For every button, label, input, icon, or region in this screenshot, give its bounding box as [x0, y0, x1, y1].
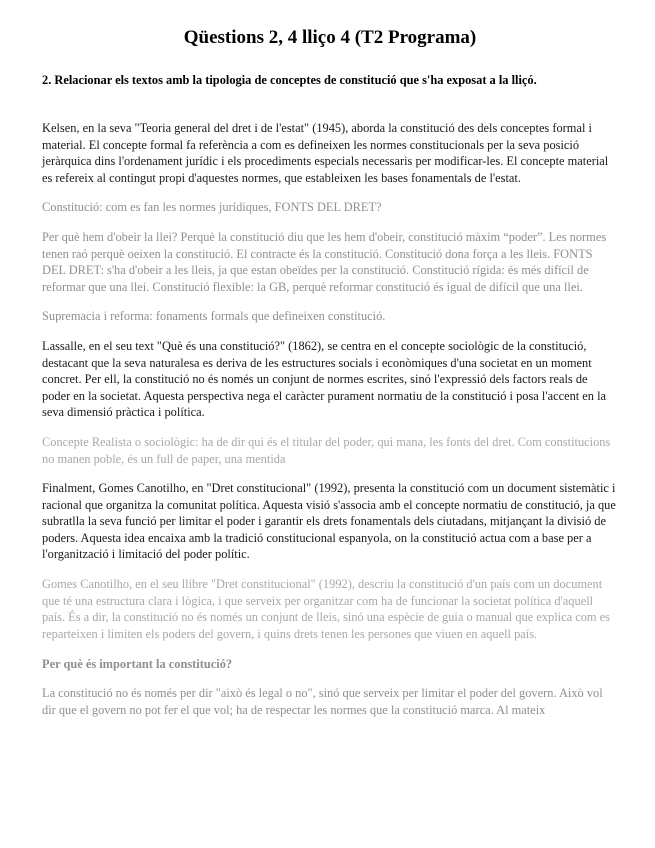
paragraph-kelsen: Kelsen, en la seva "Teoria general del dret i de l'estat" (1945), aborda la constitució des dels conceptes formal i material. El concepte formal fa referència a com es defineixen les normes constitucionals per la seva posició jeràrquica dins l'ordenament jurídic i els procediments especials necessaris per modificar-les. El concepte material es refereix al contingut propi d'aquestes normes, que estableixen les bases fonamentals de l'estat.	[42, 121, 609, 185]
document-page	[42, 26, 618, 719]
paragraph-lassalle: Lassalle, en el seu text "Què és una constitució?" (1862), se centra en el concepte sociològic de la constitució, destacant que la seva naturalesa es deriva de les estructures socials i econòmiques d'una societat en un moment concret. Per ell, la constitució no és només un conjunt de normes escrites, sinó l'expressió dels factors reals de poder en la societat. Aquesta perspectiva nega el caràcter purament normatiu de la constitució i posa l'accent en la seva dimensió pràctica i política.	[42, 338, 607, 420]
subheading-importancia: Per què és important la constitució?	[42, 657, 233, 672]
note-fonts-del-dret: Constitució: com es fan les normes jurídiques, FONTS DEL DRET?	[42, 200, 382, 215]
question-heading: 2. Relacionar els textos amb la tipologia de conceptes de constitució que s'ha exposat a la lliçó.	[42, 73, 537, 87]
paragraph-canotilho: Finalment, Gomes Canotilho, en "Dret constitucional" (1992), presenta la constitució com un document sistemàtic i racional que organitza la comunitat política. Aquesta visió s'associa amb el concepte normatiu de constitució, ja que subratlla la seva funció per limitar el poder i garantir els drets fonamentals dels ciutadans, mitjançant la divisió de poders. Aquesta idea encaixa amb la tradició constitucional espanyola, on la constitució actua com a base per a l'organització i limitació del poder polític.	[42, 481, 616, 562]
note-concepte-realista: Concepte Realista o sociològic: ha de dir qui és el titular del poder, qui mana, les fonts del dret. Com constitucions no manen poble, és un full de paper, una mentida	[42, 434, 611, 466]
note-canotilho: Gomes Canotilho, en el seu llibre "Dret constitucional" (1992), descriu la constitució d'un país com un document que té una estructura clara i lògica, i que serveix per organitzar com ha de funcionar la societat política d'aquell país. És a dir, la constitució no és només un conjunt de lleis, sinó una espècie de guia o manual que explica com es reparteixen i limiten els poders del govern, i quins drets tenen les persones que viuen en aquell país.	[42, 577, 610, 641]
note-supremacia: Supremacia i reforma: fonaments formals que defineixen constitució.	[42, 309, 386, 324]
note-obeir-llei: Per què hem d'obeir la llei? Perquè la constitució diu que les hem d'obeir, constitució màxim “poder”. Les normes tenen raó perquè oeixen la constitució. El contracte és la constitució. Constitució dona força a les lleis. FONTS DEL DRET: s'ha d'obeir a les lleis, ja que estan obeïdes per la constitució. Constitució rígida: és més difícil de reformar que una llei. Constitució flexible: la GB, perquè reformar constitució és igual de difícil que una llei.	[42, 229, 607, 294]
document-title: Qüestions 2, 4 lliço 4 (T2 Programa)	[183, 27, 477, 48]
paragraph-importancia: La constitució no és només per dir "això és legal o no", sinó que serveix per limitar el poder del govern. Això vol dir que el govern no pot fer el que vol; ha de respectar les normes que la constitució marca. Al mateix	[42, 686, 603, 718]
